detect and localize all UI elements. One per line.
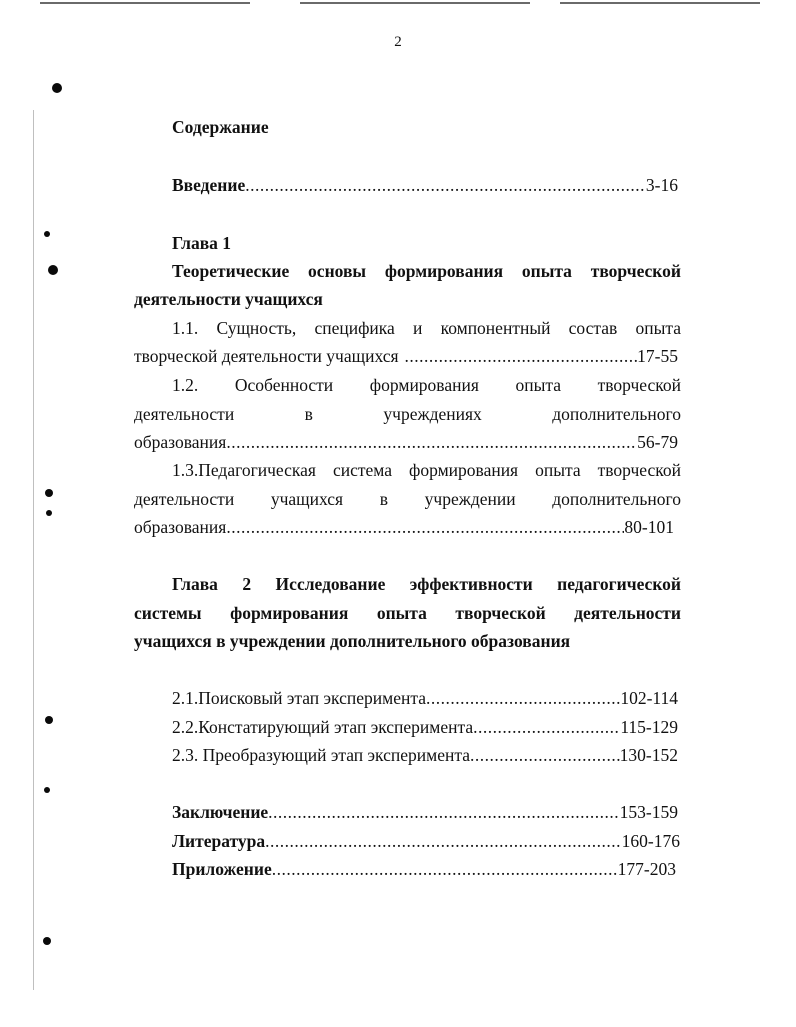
toc-entry-pages: 80-101 [624,517,674,537]
toc-entry-label: 2.2.Констатирующий этап эксперимента [172,717,474,737]
toc-entry-label: образования [134,517,227,537]
toc-entry-intro[interactable] [172,175,678,196]
dot-leader [405,346,638,367]
scan-margin-line [33,110,34,990]
chapter-1-title-line2: деятельности учащихся [134,289,323,309]
toc-entry-pages: 130-152 [619,745,678,765]
dot-leader [272,859,618,880]
dot-leader [265,831,622,852]
punch-hole-mark [48,265,58,275]
chapter-2-title-line3: учащихся в учреждении дополнительного образования [134,631,571,651]
toc-entry-label: образования [134,432,227,452]
punch-hole-mark [43,937,51,945]
toc-entry-conclusion[interactable] [172,802,678,823]
toc-entry-label: Введение [172,175,246,195]
scan-edge-line [560,2,760,4]
toc-section-1-1[interactable] [134,346,678,367]
toc-entry-pages: 17-55 [637,346,678,366]
punch-hole-mark [46,510,52,516]
toc-entry-label: 2.1.Поисковый этап эксперимента [172,688,426,708]
toc-section-1-2-line2: деятельности в учреждениях дополнительного [134,404,681,424]
punch-hole-mark [44,787,50,793]
dot-leader [226,517,624,538]
dot-leader [245,175,646,196]
toc-section-2-3[interactable] [172,745,678,766]
punch-hole-mark [45,489,53,497]
dot-leader [470,745,620,766]
toc-entry-pages: 3-16 [645,175,678,195]
toc-entry-pages: 177-203 [617,859,676,879]
toc-entry-label: творческой деятельности учащихся [134,346,399,366]
toc-entry-pages: 153-159 [619,802,678,822]
toc-section-1-3[interactable] [134,517,674,538]
punch-hole-mark [44,231,50,237]
scan-edge-line [300,2,530,4]
toc-entry-label: 2.3. Преобразующий этап эксперимента [172,745,470,765]
page-number: 2 [394,34,402,50]
toc-entry-pages: 56-79 [637,432,678,452]
chapter-1-title-line1: Теоретические основы формирования опыта творческой [172,261,681,281]
chapter-2-title-line1: Глава 2 Исследование эффективности педагогической [172,574,681,594]
toc-section-1-2-line1: 1.2. Особенности формирования опыта творческой [172,375,681,395]
toc-section-1-3-line2: деятельности учащихся в учреждении дополнительного [134,489,681,509]
toc-title: Содержание [172,117,269,137]
toc-section-2-2[interactable] [172,717,678,738]
toc-entry-label: Заключение [172,802,269,822]
dot-leader [473,717,620,738]
dot-leader [426,688,620,709]
toc-section-1-1-line1: 1.1. Сущность, специфика и компонентный состав опыта [172,318,681,338]
dot-leader [226,432,637,453]
chapter-1-heading: Глава 1 [172,233,232,253]
toc-entry-literature[interactable] [172,831,680,852]
toc-entry-pages: 102-114 [620,688,678,708]
chapter-2-title-line2: системы формирования опыта творческой деятельности [134,603,681,623]
toc-section-1-2[interactable] [134,432,678,453]
toc-entry-label: Литература [172,831,266,851]
punch-hole-mark [52,83,62,93]
toc-entry-pages: 115-129 [620,717,678,737]
toc-section-1-3-line1: 1.3.Педагогическая система формирования опыта творческой [172,460,681,480]
scan-edge-line [40,2,250,4]
toc-entry-appendix[interactable] [172,859,676,880]
toc-section-2-1[interactable] [172,688,678,709]
punch-hole-mark [45,716,53,724]
toc-entry-label: Приложение [172,859,272,879]
toc-entry-pages: 160-176 [621,831,680,851]
dot-leader [268,802,620,823]
